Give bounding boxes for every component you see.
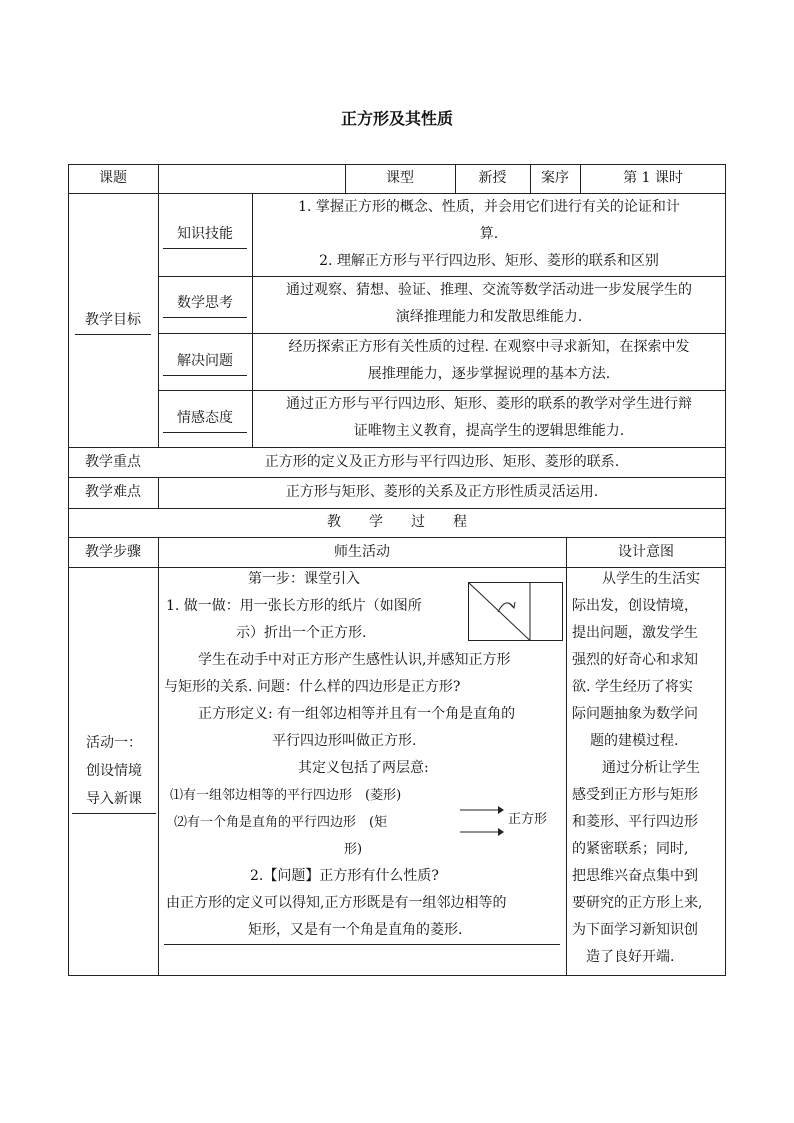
intent-text-line: 要研究的正方形上来, — [572, 895, 703, 911]
process-heading: 教 学 过 程 — [327, 514, 467, 530]
activity-text-line: 与矩形的关系. 问题：什么样的四边形是正方形? — [164, 679, 461, 695]
activity-text-line: 形) — [344, 842, 363, 857]
objective-text-line: 经历探索正方形有关性质的过程. 在观察中寻求新知，在探索中发 — [288, 339, 690, 355]
difficulty-label: 教学难点 — [85, 484, 141, 500]
period-value: 第 1 课时 — [623, 170, 683, 186]
difficulty-text: 正方形与矩形、菱形的关系及正方形性质灵活运用. — [285, 484, 599, 500]
activity-text-line: 正方形定义: 有一组邻边相等并且有一个角是直角的 — [198, 706, 516, 722]
activity-text-line: 学生在动手中对正方形产生感性认识,并感知正方形 — [198, 652, 511, 668]
activity-text-line: 其定义包括了两层意: — [298, 760, 429, 776]
arrow-result-label: 正方形 — [508, 812, 548, 827]
intent-text-line: 造了良好开端. — [586, 949, 675, 965]
intent-text-line: 强烈的好奇心和求知 — [572, 652, 698, 668]
key-point-label: 教学重点 — [85, 454, 141, 470]
objective-label-thinking: 数学思考 — [163, 289, 247, 318]
activity-text-line: 示）折出一个正方形. — [236, 625, 367, 641]
intent-text-line: 际出发，创设情境， — [572, 598, 698, 614]
objectives-label: 教学目标 — [75, 306, 151, 335]
intent-text-line: 为下面学习新知识创 — [572, 922, 698, 938]
activity-text-line: ⑵有一个角是直角的平行四边形 (矩 — [174, 815, 388, 830]
objective-label-problem: 解决问题 — [163, 347, 247, 376]
objective-text-line: 算. — [479, 226, 499, 242]
case-label: 案序 — [541, 170, 569, 186]
topic-label: 课题 — [99, 170, 127, 186]
intent-text-line: 提出问题，激发学生 — [572, 625, 698, 641]
intent-text-line: 从学生的生活实 — [602, 571, 700, 587]
step-title: 第一步：课堂引入 — [248, 571, 360, 587]
objective-text-line: 展推理能力，逐步掌握说理的基本方法. — [367, 366, 611, 382]
column-activities: 师生活动 — [334, 544, 390, 560]
column-steps: 教学步骤 — [85, 544, 141, 560]
type-label: 课型 — [386, 170, 414, 186]
intent-text-line: 欲. 学生经历了将实 — [572, 679, 693, 695]
arrows-icon — [458, 800, 506, 840]
objective-text-line: 通过正方形与平行四边形、矩形、菱形的联系的教学对学生进行辩 — [286, 396, 692, 412]
objective-text-line: 演绎推理能力和发散思维能力. — [395, 309, 583, 325]
intent-text-line: 际问题抽象为数学问 — [572, 706, 698, 722]
objective-text-line: 1. 掌握正方形的概念、性质，并会用它们进行有关的论证和计 — [298, 199, 680, 215]
intent-text-line: 通过分析让学生 — [602, 760, 700, 776]
objective-label-knowledge: 知识技能 — [163, 220, 247, 249]
intent-text-line: 的紧密联系；同时, — [572, 841, 689, 857]
activity-text-line: 1. 做一做：用一张长方形的纸片（如图所 — [166, 598, 422, 614]
paper-fold-diagram — [468, 582, 564, 642]
activity-text-line: 2.【问题】正方形有什么性质? — [250, 868, 439, 884]
intent-text-line: 感受到正方形与矩形 — [572, 787, 698, 803]
intent-text-line: 和菱形、平行四边形 — [572, 814, 698, 830]
activity-text-line: 矩形，又是有一个角是直角的菱形. — [164, 917, 560, 945]
activity-text-line: 由正方形的定义可以得知,正方形既是有一组邻边相等的 — [166, 895, 507, 911]
objective-text-line: 2. 理解正方形与平行四边形、矩形、菱形的联系和区别 — [319, 253, 659, 269]
objective-text-line: 证唯物主义教育，提高学生的逻辑思维能力. — [353, 423, 625, 439]
objective-text-line: 通过观察、猜想、验证、推理、交流等数学活动进一步发展学生的 — [286, 282, 692, 298]
intent-text-line: 把思维兴奋点集中到 — [572, 868, 698, 884]
column-intent: 设计意图 — [618, 544, 674, 560]
type-value: 新授 — [478, 170, 507, 186]
key-point-text: 正方形的定义及正方形与平行四边形、矩形、菱形的联系. — [264, 454, 620, 470]
activity-label-line: 导入新课 — [72, 785, 156, 814]
activity-label-line: 创设情境 — [86, 763, 142, 779]
page-title: 正方形及其性质 — [340, 109, 453, 128]
activity-label-line: 活动一： — [86, 735, 142, 751]
activity-text-line: ⑴有一组邻边相等的平行四边形 (菱形) — [170, 788, 402, 803]
objective-label-attitude: 情感态度 — [163, 404, 247, 433]
activity-text-line: 平行四边形叫做正方形. — [272, 733, 417, 749]
intent-text-line: 题的建模过程. — [590, 733, 679, 749]
